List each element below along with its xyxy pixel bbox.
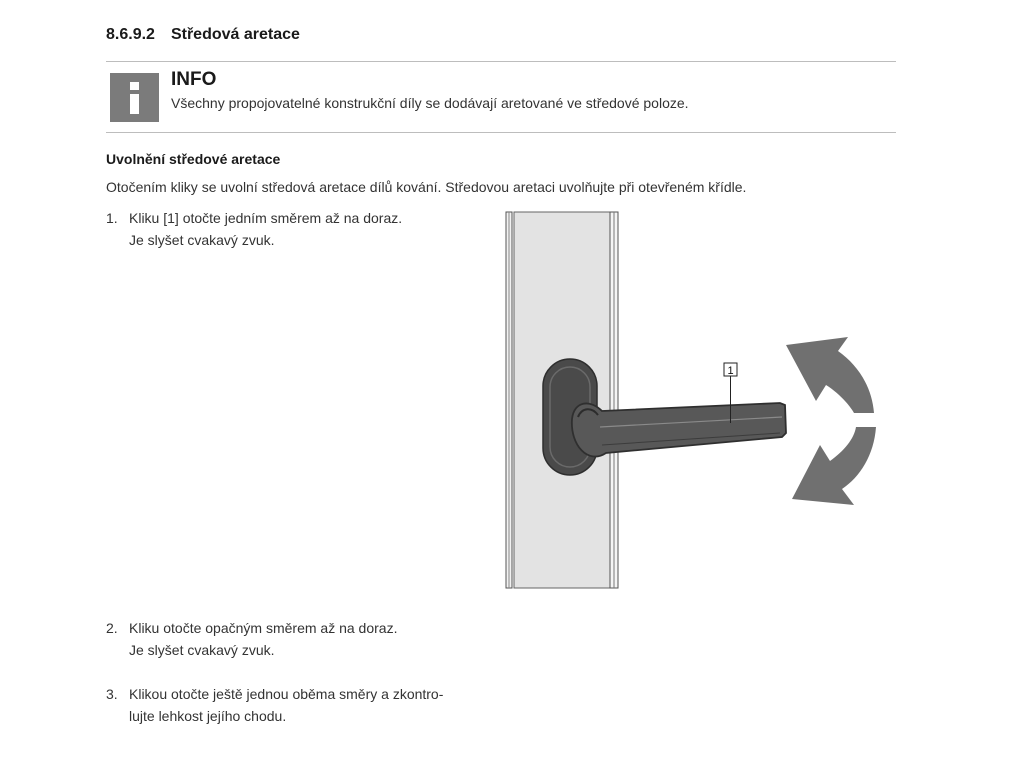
step-2	[106, 617, 486, 661]
step-result: Je slyšet cvakavý zvuk.	[129, 642, 275, 658]
section-title: Středová aretace	[170, 26, 300, 43]
rotation-arrow-up	[786, 337, 874, 413]
step-result: Je slyšet cvakavý zvuk.	[129, 232, 275, 248]
step-text-continued: lujte lehkost jejího chodu.	[129, 708, 287, 724]
callout-label: 1	[727, 365, 734, 377]
step-text: Klikou otočte ještě jednou oběma směry a zkontro-	[129, 686, 444, 702]
release-heading: Uvolnění středové aretace	[106, 151, 281, 167]
step-text: Kliku [1] otočte jedním směrem až na doraz.	[129, 210, 403, 226]
info-text: Všechny propojovatelné konstrukční díly se dodávají aretované ve středové poloze.	[171, 95, 689, 111]
handle-illustration	[480, 205, 900, 595]
section-heading	[106, 26, 300, 44]
step-number: 1.	[106, 210, 118, 226]
top-divider	[106, 61, 896, 62]
step-text: Kliku otočte opačným směrem až na doraz.	[129, 620, 398, 636]
info-icon	[110, 73, 159, 122]
step-number: 2.	[106, 620, 118, 636]
section-number: 8.6.9.2	[106, 26, 155, 43]
step-number: 3.	[106, 686, 118, 702]
rotation-arrow-down	[792, 427, 876, 505]
step-3	[106, 683, 486, 727]
step-1	[106, 207, 486, 251]
release-intro: Otočením kliky se uvolní středová aretace dílů kování. Středovou aretaci uvolňujte při otevřeném křídle.	[106, 179, 747, 195]
info-bottom-divider	[106, 132, 896, 133]
info-title: INFO	[171, 69, 217, 90]
door-handle	[572, 403, 786, 457]
handle-illustration-svg	[480, 205, 900, 595]
